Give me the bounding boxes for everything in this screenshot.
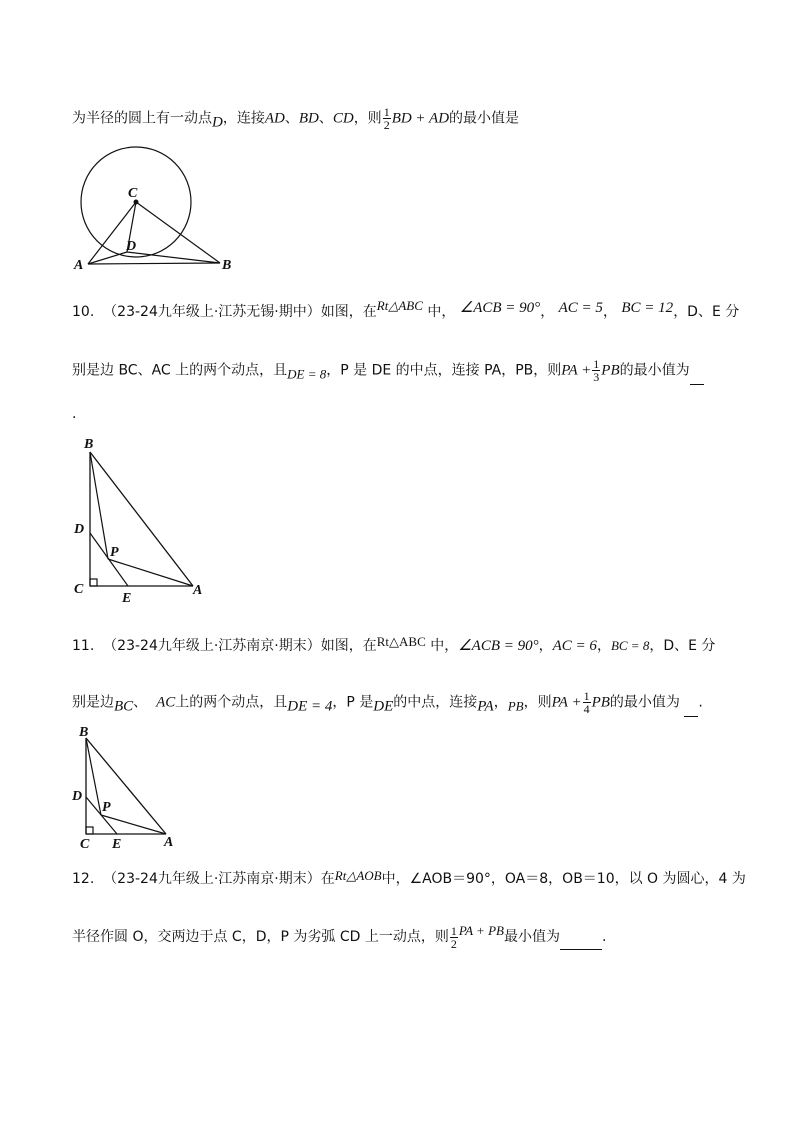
text: 的最小值为 [609,694,680,711]
text: 、 [318,110,333,127]
label-c: C [128,186,138,201]
label-a: A [164,835,174,850]
label-c: C [80,837,90,852]
text: ， [540,304,555,320]
text: 最小值为 [503,929,560,945]
label-a: A [193,583,203,598]
label-d: D [72,789,83,804]
text: 中， [427,304,456,320]
math-expr: PB [601,362,620,379]
text: ， [596,638,611,654]
question-number: 11. [72,638,95,654]
math-triangle: Rt△AOB [334,868,382,883]
text: 的最小值是 [449,110,520,127]
text: ，P 是 [332,694,374,711]
label-c: C [74,582,84,597]
math-triangle: Rt△ABC [376,298,423,313]
text: 的最小值为 [619,362,690,379]
label-e: E [112,837,122,852]
text: 别是边 [72,694,114,711]
text: 、 [133,694,148,711]
text: ，P 是 DE 的中点，连接 PA，PB，则 [326,362,562,379]
math-BD: BD [298,110,319,127]
frac-num: 1 [450,923,457,938]
math-de: DE [373,698,394,715]
label-p: P [102,800,111,815]
label-p: P [110,545,119,560]
text: ，D、E 分 [649,638,716,654]
frac-den: 4 [583,702,590,716]
math-bc: BC [114,698,134,715]
q12-line2 [72,921,606,950]
question-source: （23-24九年级上·江苏无锡·期中）如图，在 [103,304,377,320]
label-b: B [79,725,89,740]
text: . [72,406,77,422]
text: 为半径的圆上有一动点 [72,110,212,127]
label-d: D [74,522,85,537]
math-ac: AC = 5 [558,300,603,316]
text: 中， [430,638,459,654]
math-CD: CD [332,110,354,127]
right-angle-mark [86,827,93,834]
label-b: B [222,258,232,273]
label-b: B [84,437,94,452]
math-pb: PB [507,698,524,714]
label-e: E [122,591,132,606]
question-number: 10. [72,304,95,320]
math-de: DE = 8 [287,366,327,382]
math-bc: BC = 12 [621,300,674,316]
frac-num: 1 [593,357,600,371]
segment-pa [101,815,166,834]
frac-num: 1 [383,105,390,119]
side-ab [86,738,166,834]
math-D: D [212,114,223,131]
question-source: （23-24九年级上·江苏南京·期末）如图，在 [103,638,377,654]
text: 的中点，连接 [393,694,478,711]
math-pa: PA [477,698,494,715]
text: . [601,929,607,945]
math-ac: AC = 6 [552,638,597,654]
frac-den: 2 [383,118,390,132]
fraction [450,925,458,950]
text: ， [538,638,553,654]
frac-den: 3 [593,370,600,384]
frac-den: 2 [450,936,457,951]
text: 、 [284,110,299,127]
segment-pb [86,738,101,815]
math-AD: AD [264,110,285,127]
text: . [698,694,703,711]
text: 中，∠AOB＝90°，OA＝8，OB＝10，以 O 为圆心，4 为 [381,871,746,887]
math-expr: PA + [551,694,582,711]
frac-num: 1 [583,689,590,703]
text: ， [493,694,508,711]
question-number: 12. [72,871,95,887]
text: ，D、E 分 [673,304,740,320]
math-triangle: Rt△ABC [376,634,426,649]
math-expr: BD + AD [391,110,450,127]
text: 别是边 BC、AC 上的两个动点，且 [72,362,288,379]
text: ， [602,304,617,320]
label-d: D [126,239,137,254]
q12-line1 [72,866,746,889]
math-expr: PB [591,694,610,711]
text: ，则 [353,110,382,127]
label-a: A [74,258,84,273]
math-angle: ∠ACB = 90° [458,638,539,654]
text: 半径作圆 O，交两边于点 C，D，P 为劣弧 CD 上一动点，则 [72,929,449,945]
math-de: DE = 4 [287,698,333,715]
math-expr: PA + PB [458,923,504,938]
question-source: （23-24九年级上·江苏南京·期末）在 [103,871,335,887]
math-ac: AC [156,694,176,711]
math-angle: ∠ACB = 90° [459,300,541,316]
text: 上的两个动点，且 [175,694,288,711]
math-expr: PA + [561,362,592,379]
math-bc: BC = 8 [610,638,650,653]
text: ，连接 [222,110,265,127]
text: ，则 [523,694,552,711]
answer-blank[interactable] [560,949,602,950]
